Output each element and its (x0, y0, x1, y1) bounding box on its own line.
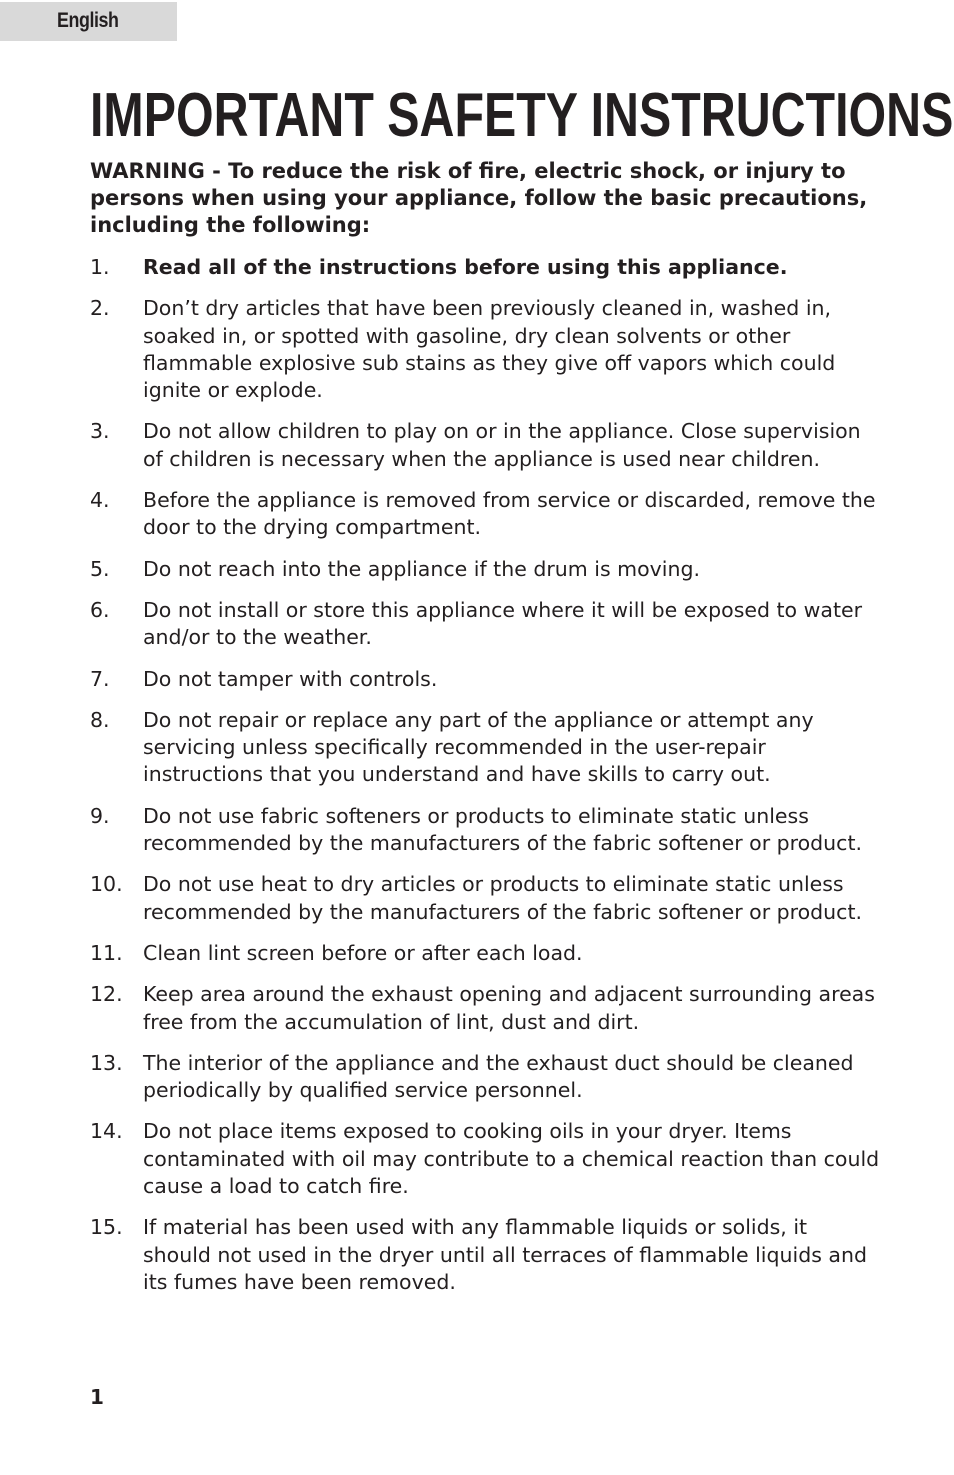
instruction-number: 4. (90, 488, 110, 513)
instruction-item (90, 254, 880, 281)
instruction-item (90, 418, 880, 473)
instruction-number: 3. (90, 419, 110, 444)
instruction-text: Do not reach into the appliance if the drum is moving. (143, 556, 701, 581)
instruction-number: 11. (90, 940, 123, 965)
instruction-text: Clean lint screen before or after each load. (143, 940, 583, 965)
instruction-item (90, 1050, 880, 1105)
instruction-item (90, 556, 880, 583)
instruction-number: 8. (90, 707, 110, 732)
instruction-text: Do not tamper with controls. (143, 666, 438, 691)
instruction-item (90, 666, 880, 693)
instruction-item (90, 487, 880, 542)
instruction-text: If material has been used with any flammable liquids or solids, it should not used in the dryer until all terraces of flammable liquids and its fumes have been removed. (143, 1215, 867, 1294)
page-title: IMPORTANT SAFETY INSTRUCTIONS (90, 81, 954, 150)
instruction-text: Keep area around the exhaust opening and adjacent surrounding areas free from the accumulation of lint, dust and dirt. (143, 982, 875, 1034)
instruction-number: 1. (90, 255, 110, 279)
instruction-number: 2. (90, 296, 110, 321)
instruction-number: 14. (90, 1119, 123, 1144)
instruction-item (90, 871, 880, 926)
instruction-text: Read all of the instructions before using this appliance. (143, 255, 788, 279)
instruction-item (90, 1118, 880, 1200)
instruction-number: 13. (90, 1050, 123, 1075)
instruction-text: Do not allow children to play on or in the appliance. Close supervision of children is necessary when the appliance is used near children. (143, 419, 861, 471)
instruction-text: Do not place items exposed to cooking oils in your dryer. Items contaminated with oil may contribute to a chemical reaction than could cause a load to catch fire. (143, 1119, 880, 1199)
instruction-text: Before the appliance is removed from service or discarded, remove the door to the drying compartment. (143, 488, 876, 540)
instruction-text: Do not use heat to dry articles or products to eliminate static unless recommended by the manufacturers of the fabric softener or product. (143, 872, 863, 924)
instruction-item (90, 707, 880, 789)
instruction-text: Do not repair or replace any part of the appliance or attempt any servicing unless specifically recommended in the user-repair instructions that you understand and have skills to carry out. (143, 707, 814, 787)
warning-text: WARNING - To reduce the risk of fire, electric shock, or injury to persons when using your appliance, follow the basic precautions, including the following: (90, 159, 868, 237)
instruction-text: The interior of the appliance and the exhaust duct should be cleaned periodically by qualified service personnel. (143, 1050, 854, 1103)
page-number: 1 (90, 1385, 104, 1409)
instruction-item (90, 981, 880, 1036)
instruction-number: 15. (90, 1215, 123, 1240)
instruction-number: 5. (90, 556, 110, 581)
instruction-text: Don’t dry articles that have been previously cleaned in, washed in, soaked in, or spotted with gasoline, dry clean solvents or other flammable explosive sub stains as they give off vapors which could ignite or explode. (143, 296, 836, 403)
instruction-number: 6. (90, 597, 110, 622)
instruction-number: 12. (90, 982, 123, 1007)
instruction-item (90, 295, 880, 404)
instruction-list (90, 254, 880, 1310)
instruction-text: Do not install or store this appliance where it will be exposed to water and/or to the weather. (143, 597, 863, 650)
instruction-text: Do not use fabric softeners or products to eliminate static unless recommended by the manufacturers of the fabric softener or product. (143, 803, 863, 856)
instruction-item (90, 1214, 880, 1296)
instruction-item (90, 803, 880, 858)
instruction-item (90, 940, 880, 967)
language-label: English (57, 9, 119, 32)
instruction-number: 7. (90, 666, 110, 691)
instruction-item (90, 597, 880, 652)
language-tab (0, 2, 177, 41)
instruction-number: 9. (90, 803, 110, 828)
instruction-number: 10. (90, 872, 123, 897)
